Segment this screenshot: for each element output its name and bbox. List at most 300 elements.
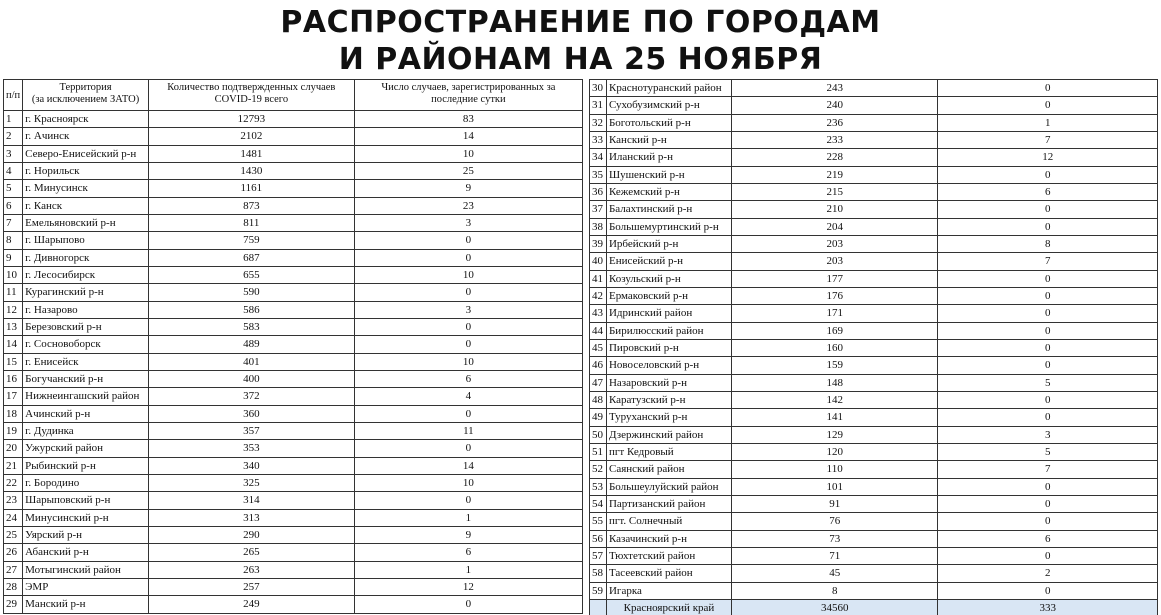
row-daily-cases: 8 [938, 235, 1158, 252]
table-row [590, 235, 1158, 252]
row-total-cases: 45 [731, 565, 938, 582]
row-daily-cases: 6 [354, 370, 582, 387]
row-index: 9 [4, 249, 23, 266]
row-index: 24 [4, 509, 23, 526]
right-data-table [589, 79, 1158, 615]
row-index: 14 [4, 336, 23, 353]
row-index: 11 [4, 284, 23, 301]
row-total-cases: 236 [731, 114, 938, 131]
row-index: 54 [590, 495, 607, 512]
row-daily-cases: 0 [938, 357, 1158, 374]
table-row [590, 530, 1158, 547]
row-daily-cases: 10 [354, 474, 582, 491]
table-row [4, 111, 583, 128]
row-total-cases: 759 [148, 232, 354, 249]
row-daily-cases: 12 [938, 149, 1158, 166]
row-territory: Сухобузимский р-н [606, 97, 731, 114]
row-territory: Тасеевский район [606, 565, 731, 582]
row-territory: Саянский район [606, 461, 731, 478]
table-row [590, 478, 1158, 495]
row-daily-cases: 3 [354, 214, 582, 231]
row-territory: Ачинский р-н [23, 405, 149, 422]
row-territory: пгт. Солнечный [606, 513, 731, 530]
row-territory: Уярский р-н [23, 526, 149, 543]
table-row [4, 266, 583, 283]
row-territory: Шарыповский р-н [23, 492, 149, 509]
table-row [590, 131, 1158, 148]
header-territory-line2: (за исключением ЗАТО) [31, 94, 140, 105]
row-index: 38 [590, 218, 607, 235]
row-territory: Туруханский р-н [606, 409, 731, 426]
row-total-cases: 12793 [148, 111, 354, 128]
table-row [590, 270, 1158, 287]
table-row [4, 162, 583, 179]
row-total-cases: 263 [148, 561, 354, 578]
table-row [4, 128, 583, 145]
row-total-cases: 142 [731, 391, 938, 408]
row-index: 55 [590, 513, 607, 530]
row-daily-cases: 0 [938, 409, 1158, 426]
row-daily-cases: 0 [938, 513, 1158, 530]
table-row [590, 461, 1158, 478]
row-total-cases: 176 [731, 287, 938, 304]
row-total-cases: 357 [148, 422, 354, 439]
row-total-cases: 240 [731, 97, 938, 114]
table-row [590, 565, 1158, 582]
row-daily-cases: 6 [354, 544, 582, 561]
table-row [590, 374, 1158, 391]
row-territory: Рыбинский р-н [23, 457, 149, 474]
table-row [590, 409, 1158, 426]
table-row [590, 513, 1158, 530]
table-row [590, 183, 1158, 200]
row-territory: пгт Кедровый [606, 443, 731, 460]
table-row [4, 457, 583, 474]
table-row [4, 336, 583, 353]
table-row [4, 544, 583, 561]
row-territory: Казачинский р-н [606, 530, 731, 547]
table-row [590, 547, 1158, 564]
row-total-cases: 372 [148, 388, 354, 405]
row-territory: г. Минусинск [23, 180, 149, 197]
row-territory: ЭМР [23, 578, 149, 595]
row-index: 40 [590, 253, 607, 270]
row-territory: Боготольский р-н [606, 114, 731, 131]
row-total-cases: 120 [731, 443, 938, 460]
row-index: 28 [4, 578, 23, 595]
table-row [4, 318, 583, 335]
row-territory: г. Лесосибирск [23, 266, 149, 283]
row-index: 49 [590, 409, 607, 426]
row-daily-cases: 3 [354, 301, 582, 318]
row-territory: Новоселовский р-н [606, 357, 731, 374]
table-row [4, 301, 583, 318]
row-index: 7 [4, 214, 23, 231]
row-total-cases: 811 [148, 214, 354, 231]
table-row [4, 284, 583, 301]
row-total-cases: 73 [731, 530, 938, 547]
row-total-cases: 400 [148, 370, 354, 387]
row-index: 26 [4, 544, 23, 561]
table-row [590, 287, 1158, 304]
row-daily-cases: 6 [938, 183, 1158, 200]
row-total-cases: 215 [731, 183, 938, 200]
row-total-cases: 219 [731, 166, 938, 183]
row-index: 58 [590, 565, 607, 582]
row-territory: Пировский р-н [606, 339, 731, 356]
row-total-cases: 325 [148, 474, 354, 491]
row-territory: Канский р-н [606, 131, 731, 148]
row-daily-cases: 0 [354, 318, 582, 335]
right-table-body [590, 80, 1158, 600]
row-territory: Идринский район [606, 305, 731, 322]
row-daily-cases: 9 [354, 180, 582, 197]
row-territory: г. Ачинск [23, 128, 149, 145]
row-total-cases: 353 [148, 440, 354, 457]
row-index: 6 [4, 197, 23, 214]
row-index: 16 [4, 370, 23, 387]
row-daily-cases: 0 [938, 80, 1158, 97]
row-territory: Козульский р-н [606, 270, 731, 287]
table-row [4, 145, 583, 162]
row-index: 53 [590, 478, 607, 495]
row-index: 30 [590, 80, 607, 97]
row-total-cases: 141 [731, 409, 938, 426]
header-total-line1: Количество подтвержденных случаев [167, 82, 336, 93]
row-index: 5 [4, 180, 23, 197]
table-row [4, 405, 583, 422]
row-territory: Каратузский р-н [606, 391, 731, 408]
table-row [4, 388, 583, 405]
row-territory: Ирбейский р-н [606, 235, 731, 252]
row-index: 25 [4, 526, 23, 543]
row-daily-cases: 0 [938, 339, 1158, 356]
row-territory: Краснотуранский район [606, 80, 731, 97]
row-total-cases: 159 [731, 357, 938, 374]
row-index: 18 [4, 405, 23, 422]
row-daily-cases: 9 [354, 526, 582, 543]
row-index: 2 [4, 128, 23, 145]
table-row [590, 443, 1158, 460]
row-total-cases: 314 [148, 492, 354, 509]
header-daily-line2: последние сутки [431, 94, 506, 105]
row-territory: Дзержинский район [606, 426, 731, 443]
row-total-cases: 204 [731, 218, 938, 235]
total-row [590, 599, 1158, 615]
row-territory: г. Бородино [23, 474, 149, 491]
table-row [4, 214, 583, 231]
row-total-cases: 91 [731, 495, 938, 512]
row-total-cases: 110 [731, 461, 938, 478]
row-daily-cases: 7 [938, 253, 1158, 270]
row-territory: Курагинский р-н [23, 284, 149, 301]
row-index: 10 [4, 266, 23, 283]
row-index: 48 [590, 391, 607, 408]
table-row [590, 426, 1158, 443]
table-row [4, 509, 583, 526]
row-index: 33 [590, 131, 607, 148]
row-index: 21 [4, 457, 23, 474]
row-daily-cases: 5 [938, 443, 1158, 460]
row-total-cases: 203 [731, 235, 938, 252]
header-index: п/п [4, 80, 23, 111]
row-territory: Балахтинский р-н [606, 201, 731, 218]
row-daily-cases: 0 [354, 232, 582, 249]
row-territory: г. Сосновоборск [23, 336, 149, 353]
row-total-cases: 489 [148, 336, 354, 353]
row-total-cases: 340 [148, 457, 354, 474]
row-daily-cases: 0 [354, 249, 582, 266]
table-row [4, 422, 583, 439]
row-index: 59 [590, 582, 607, 599]
table-row [4, 578, 583, 595]
row-daily-cases: 0 [938, 305, 1158, 322]
row-index: 46 [590, 357, 607, 374]
row-total-cases: 203 [731, 253, 938, 270]
row-territory: Кежемский р-н [606, 183, 731, 200]
table-row [590, 357, 1158, 374]
row-territory: Бирилюсский район [606, 322, 731, 339]
row-index: 32 [590, 114, 607, 131]
row-index: 47 [590, 374, 607, 391]
row-daily-cases: 0 [938, 166, 1158, 183]
row-index: 15 [4, 353, 23, 370]
row-daily-cases: 0 [938, 478, 1158, 495]
row-total-cases: 249 [148, 596, 354, 613]
row-total-cases: 265 [148, 544, 354, 561]
row-territory: Большеулуйский район [606, 478, 731, 495]
row-daily-cases: 0 [938, 547, 1158, 564]
total-label: Красноярский край [606, 599, 731, 615]
table-row [590, 339, 1158, 356]
table-header-row [4, 80, 583, 111]
row-index: 20 [4, 440, 23, 457]
row-index: 45 [590, 339, 607, 356]
page-title [0, 4, 1161, 78]
row-total-cases: 586 [148, 301, 354, 318]
row-daily-cases: 4 [354, 388, 582, 405]
row-territory: Березовский р-н [23, 318, 149, 335]
table-row [590, 114, 1158, 131]
row-total-cases: 177 [731, 270, 938, 287]
row-territory: Партизанский район [606, 495, 731, 512]
row-daily-cases: 23 [354, 197, 582, 214]
row-index: 41 [590, 270, 607, 287]
row-daily-cases: 83 [354, 111, 582, 128]
row-total-cases: 313 [148, 509, 354, 526]
row-territory: Минусинский р-н [23, 509, 149, 526]
row-index: 1 [4, 111, 23, 128]
row-total-cases: 1481 [148, 145, 354, 162]
row-territory: Манский р-н [23, 596, 149, 613]
table-row [4, 180, 583, 197]
row-total-cases: 873 [148, 197, 354, 214]
row-total-cases: 687 [148, 249, 354, 266]
row-daily-cases: 0 [938, 495, 1158, 512]
table-row [4, 526, 583, 543]
row-total-cases: 8 [731, 582, 938, 599]
row-daily-cases: 0 [354, 440, 582, 457]
row-daily-cases: 1 [354, 509, 582, 526]
row-index: 44 [590, 322, 607, 339]
row-index: 19 [4, 422, 23, 439]
row-territory: г. Канск [23, 197, 149, 214]
row-daily-cases: 11 [354, 422, 582, 439]
table-row [590, 149, 1158, 166]
row-total-cases: 655 [148, 266, 354, 283]
row-index: 39 [590, 235, 607, 252]
row-index: 50 [590, 426, 607, 443]
row-daily-cases: 0 [354, 284, 582, 301]
row-total-cases: 590 [148, 284, 354, 301]
table-row [590, 218, 1158, 235]
row-index: 17 [4, 388, 23, 405]
row-daily-cases: 0 [354, 492, 582, 509]
row-daily-cases: 0 [938, 218, 1158, 235]
row-total-cases: 243 [731, 80, 938, 97]
row-daily-cases: 2 [938, 565, 1158, 582]
row-daily-cases: 0 [938, 287, 1158, 304]
row-total-cases: 583 [148, 318, 354, 335]
row-total-cases: 148 [731, 374, 938, 391]
header-territory [23, 80, 149, 111]
row-territory: Емельяновский р-н [23, 214, 149, 231]
row-territory: Мотыгинский район [23, 561, 149, 578]
row-daily-cases: 0 [938, 322, 1158, 339]
row-index: 35 [590, 166, 607, 183]
row-daily-cases: 10 [354, 145, 582, 162]
row-territory: г. Дивногорск [23, 249, 149, 266]
table-row [4, 370, 583, 387]
row-index: 36 [590, 183, 607, 200]
row-total-cases: 1161 [148, 180, 354, 197]
row-index: 12 [4, 301, 23, 318]
row-territory: г. Красноярск [23, 111, 149, 128]
row-total-cases: 160 [731, 339, 938, 356]
row-index: 27 [4, 561, 23, 578]
row-daily-cases: 10 [354, 266, 582, 283]
row-index: 57 [590, 547, 607, 564]
header-total-cases [148, 80, 354, 111]
row-index: 13 [4, 318, 23, 335]
row-total-cases: 228 [731, 149, 938, 166]
row-territory: Тюхтетский район [606, 547, 731, 564]
table-row [590, 166, 1158, 183]
table-row [4, 492, 583, 509]
row-territory: Шушенский р-н [606, 166, 731, 183]
row-territory: Абанский р-н [23, 544, 149, 561]
row-daily-cases: 1 [938, 114, 1158, 131]
header-daily-line1: Число случаев, зарегистрированных за [381, 82, 556, 93]
table-row [590, 582, 1158, 599]
table-row [590, 322, 1158, 339]
row-daily-cases: 1 [354, 561, 582, 578]
row-index: 43 [590, 305, 607, 322]
table-row [4, 197, 583, 214]
row-total-cases: 71 [731, 547, 938, 564]
row-territory: г. Норильск [23, 162, 149, 179]
title-line-2: И РАЙОНАМ НА 25 НОЯБРЯ [338, 42, 823, 77]
row-territory: г. Шарыпово [23, 232, 149, 249]
row-total-cases: 257 [148, 578, 354, 595]
row-daily-cases: 14 [354, 128, 582, 145]
row-index: 31 [590, 97, 607, 114]
row-daily-cases: 10 [354, 353, 582, 370]
row-index: 8 [4, 232, 23, 249]
row-index: 34 [590, 149, 607, 166]
row-total-cases: 210 [731, 201, 938, 218]
row-index: 3 [4, 145, 23, 162]
row-index: 56 [590, 530, 607, 547]
row-daily-cases: 14 [354, 457, 582, 474]
row-daily-cases: 7 [938, 461, 1158, 478]
row-index: 4 [4, 162, 23, 179]
table-row [4, 561, 583, 578]
table-row [4, 232, 583, 249]
table-row [4, 440, 583, 457]
row-daily-cases: 5 [938, 374, 1158, 391]
table-row [590, 391, 1158, 408]
row-territory: Игарка [606, 582, 731, 599]
header-territory-line1: Территория [59, 82, 112, 93]
table-row [4, 249, 583, 266]
row-daily-cases: 0 [938, 270, 1158, 287]
row-total-cases: 129 [731, 426, 938, 443]
row-index: 22 [4, 474, 23, 491]
header-total-line2: COVID-19 всего [214, 94, 289, 105]
header-daily-cases [354, 80, 582, 111]
table-row [4, 353, 583, 370]
row-total-cases: 401 [148, 353, 354, 370]
row-index: 51 [590, 443, 607, 460]
row-territory: Нижнеингашский район [23, 388, 149, 405]
row-territory: Енисейский р-н [606, 253, 731, 270]
row-index: 42 [590, 287, 607, 304]
row-total-cases: 171 [731, 305, 938, 322]
row-territory: г. Енисейск [23, 353, 149, 370]
row-index: 37 [590, 201, 607, 218]
row-territory: Назаровский р-н [606, 374, 731, 391]
row-territory: г. Дудинка [23, 422, 149, 439]
table-row [590, 495, 1158, 512]
row-total-cases: 2102 [148, 128, 354, 145]
row-total-cases: 169 [731, 322, 938, 339]
row-total-cases: 360 [148, 405, 354, 422]
total-index-cell [590, 599, 607, 615]
row-total-cases: 233 [731, 131, 938, 148]
row-daily-cases: 25 [354, 162, 582, 179]
row-territory: г. Назарово [23, 301, 149, 318]
total-cases-value: 34560 [731, 599, 938, 615]
table-row [590, 80, 1158, 97]
table-row [4, 596, 583, 613]
row-territory: Ермаковский р-н [606, 287, 731, 304]
table-row [590, 253, 1158, 270]
row-daily-cases: 6 [938, 530, 1158, 547]
row-daily-cases: 12 [354, 578, 582, 595]
table-row [4, 474, 583, 491]
left-data-table [3, 79, 583, 614]
row-daily-cases: 0 [354, 336, 582, 353]
row-daily-cases: 0 [354, 405, 582, 422]
row-daily-cases: 0 [938, 582, 1158, 599]
row-territory: Богучанский р-н [23, 370, 149, 387]
table-row [590, 201, 1158, 218]
left-table-body [4, 111, 583, 614]
row-territory: Иланский р-н [606, 149, 731, 166]
row-territory: Ужурский район [23, 440, 149, 457]
table-row [590, 305, 1158, 322]
